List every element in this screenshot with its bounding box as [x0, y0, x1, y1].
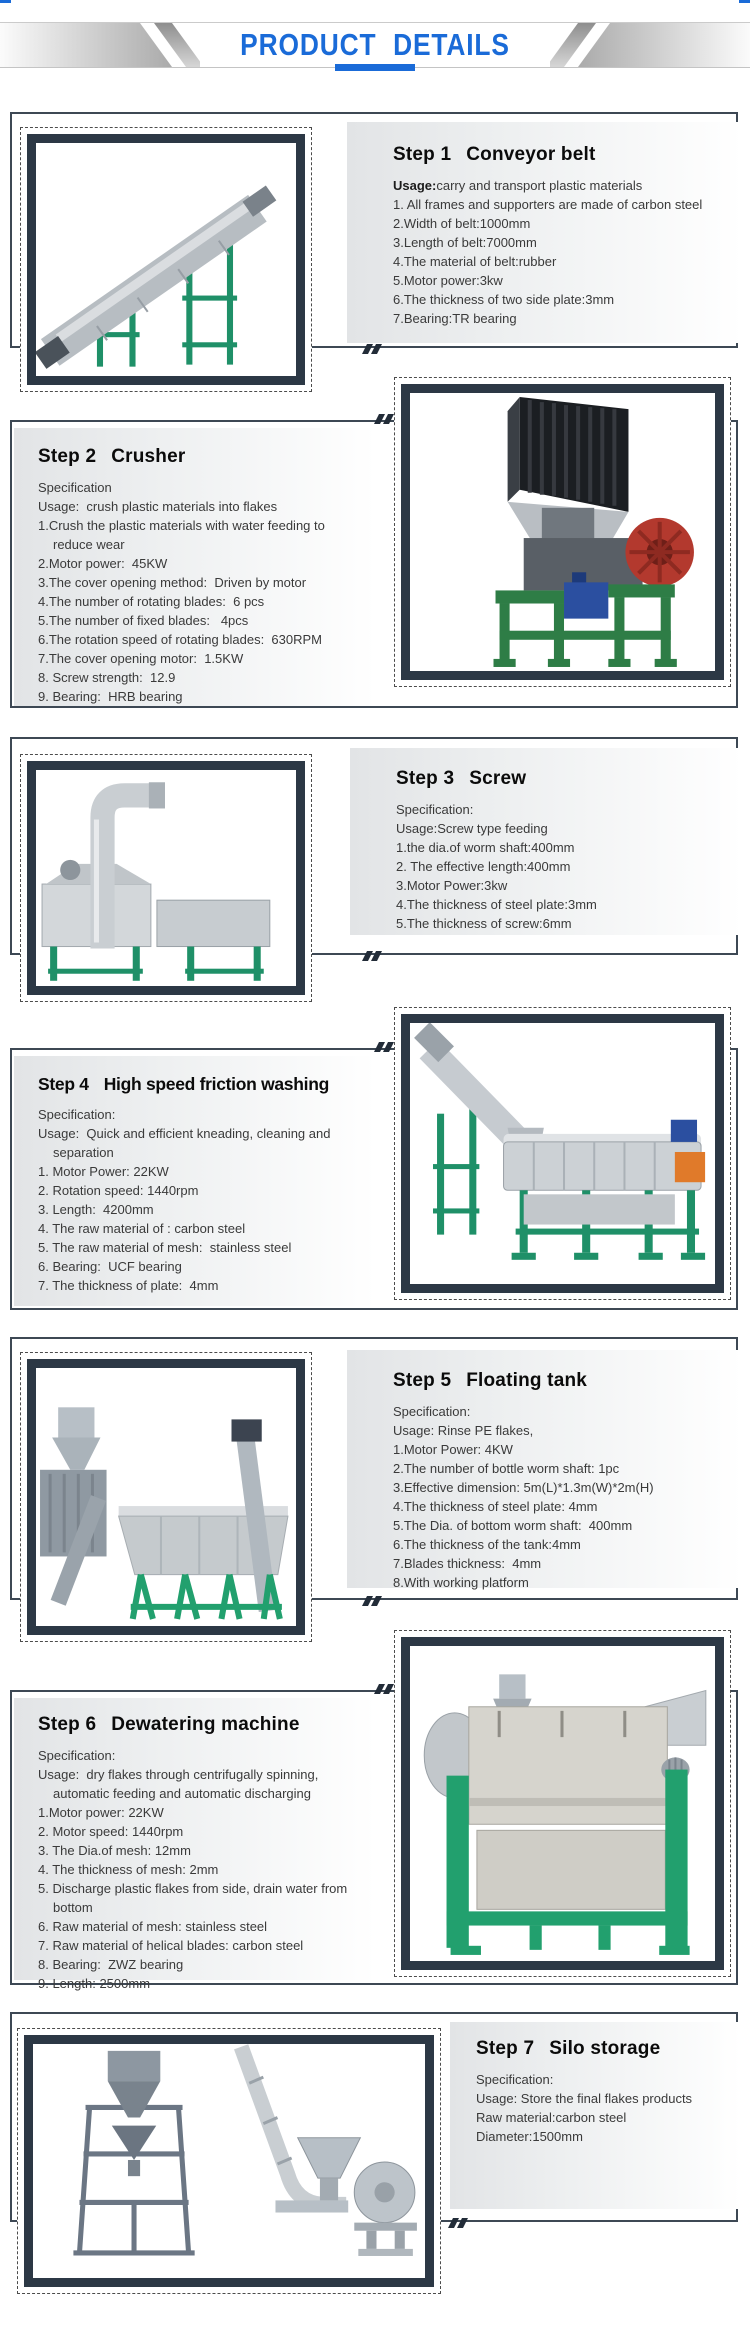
step-2-text-panel — [14, 428, 376, 706]
dewatering-machine-image — [410, 1646, 715, 1961]
step-6-heading: Step 6 Dewatering machine — [38, 1714, 300, 1735]
step-2-heading: Step 2 Crusher — [38, 446, 186, 467]
product-details-banner — [0, 22, 750, 68]
step-3-image-box — [20, 754, 312, 1002]
floating-tank-image — [36, 1368, 296, 1626]
spec-line: 3.The cover opening method: Driven by motor — [38, 575, 307, 590]
spec-line: 2.Motor power: 45KW — [38, 556, 168, 571]
spec-line: 1. Motor Power: 22KW — [38, 1164, 169, 1179]
step-2-image-box — [394, 377, 731, 687]
step-7-heading: Step 7 Silo storage — [476, 2038, 661, 2059]
spec-line: 6.The rotation speed of rotating blades: 630RPM — [38, 632, 323, 647]
spec-line: Usage:Screw type feeding — [396, 821, 548, 836]
step-6-image-box — [394, 1630, 731, 1977]
section-step-1 — [10, 112, 738, 348]
spec-line: Specification — [38, 480, 112, 495]
spec-list — [476, 2070, 731, 2146]
spec-line: Usage: Rinse PE flakes, — [393, 1423, 534, 1438]
photo-frame — [24, 2035, 434, 2287]
spec-line: Specification: — [38, 1748, 116, 1763]
slash-decoration-icon — [374, 1042, 398, 1052]
spec-line: 4. The thickness of mesh: 2mm — [38, 1862, 219, 1877]
slash-decoration-icon — [362, 344, 386, 354]
spec-line: 5. Discharge plastic flakes from side, drain water from bottom — [38, 1881, 351, 1915]
spec-line: 4.The thickness of steel plate: 4mm — [393, 1499, 598, 1514]
section-step-2 — [10, 420, 738, 708]
photo-frame — [27, 761, 305, 995]
spec-line: 6.The thickness of the tank:4mm — [393, 1537, 581, 1552]
step-5-heading: Step 5 Floating tank — [393, 1370, 588, 1391]
spec-line: 6. Bearing: UCF bearing — [38, 1259, 182, 1274]
spec-line: 1.Crush the plastic materials with water feeding to reduce wear — [38, 518, 329, 552]
step-6-text-panel — [14, 1698, 376, 1991]
spec-list — [38, 478, 366, 706]
photo-frame — [401, 1637, 724, 1970]
spec-line: 8.With working platform — [393, 1575, 529, 1590]
slash-decoration-icon — [374, 414, 398, 424]
spec-line: 7. Raw material of helical blades: carbon steel — [38, 1938, 304, 1953]
spec-line: Raw material:carbon steel — [476, 2110, 627, 2125]
spec-line: 2. The effective length:400mm — [396, 859, 571, 874]
spec-line: 5. The raw material of mesh: stainless steel — [38, 1240, 292, 1255]
spec-line-usage: Usage:carry and transport plastic materials — [393, 178, 643, 193]
step-4-heading: Step 4 High speed friction washing — [38, 1074, 329, 1094]
spec-line: 1.Motor Power: 4KW — [393, 1442, 513, 1457]
step-1-text-panel — [347, 122, 743, 343]
step-3-text-panel — [350, 748, 743, 935]
spec-line: 1.Motor power: 22KW — [38, 1805, 164, 1820]
page-title: PRODUCT DETAILS — [240, 27, 510, 62]
spec-line: 7. The thickness of plate: 4mm — [38, 1278, 219, 1293]
silo-storage-image — [33, 2044, 425, 2278]
conveyor-belt-image — [36, 143, 296, 376]
spec-line: 3.Length of belt:7000mm — [393, 235, 537, 250]
spec-line: 4.The thickness of steel plate:3mm — [396, 897, 597, 912]
spec-line: Usage: Store the final flakes products — [476, 2091, 693, 2106]
step-5-image-box — [20, 1352, 312, 1642]
slash-decoration-icon — [362, 951, 386, 961]
spec-line: 3. The Dia.of mesh: 12mm — [38, 1843, 191, 1858]
spec-line: 2.Width of belt:1000mm — [393, 216, 531, 231]
spec-list — [38, 1105, 366, 1295]
section-step-4 — [10, 1048, 738, 1310]
photo-frame — [401, 384, 724, 680]
friction-washer-image — [410, 1023, 715, 1284]
spec-line: 2. Motor speed: 1440rpm — [38, 1824, 184, 1839]
step-4-image-box — [394, 1007, 731, 1300]
spec-line: Usage: dry flakes through centrifugally spinning, automatic feeding and automatic discharging — [38, 1767, 323, 1801]
spec-line: 5.The number of fixed blades: 4pcs — [38, 613, 249, 628]
step-7-image-box — [17, 2028, 441, 2294]
spec-line: Specification: — [38, 1107, 116, 1122]
step-3-heading: Step 3 Screw — [396, 768, 527, 789]
spec-line: 9. Bearing: HRB bearing — [38, 689, 183, 704]
step-4-text-panel — [14, 1056, 376, 1306]
title-underline — [335, 64, 415, 71]
slash-decoration-icon — [448, 2218, 472, 2228]
spec-list — [393, 1402, 731, 1592]
spec-line: 5.The thickness of screw:6mm — [396, 916, 572, 931]
spec-line: 4.The material of belt:rubber — [393, 254, 557, 269]
spec-line: 8. Screw strength: 12.9 — [38, 670, 176, 685]
spec-line: Specification: — [393, 1404, 471, 1419]
section-step-7 — [10, 2012, 738, 2222]
spec-line: 3. Length: 4200mm — [38, 1202, 154, 1217]
spec-line: 4.The number of rotating blades: 6 pcs — [38, 594, 265, 609]
section-step-6 — [10, 1690, 738, 1991]
top-right-accent-bar — [739, 0, 750, 3]
spec-line: 6.The thickness of two side plate:3mm — [393, 292, 615, 307]
spec-line: 8. Bearing: ZWZ bearing — [38, 1957, 184, 1972]
step-1-heading: Step 1 Conveyor belt — [393, 144, 596, 165]
spec-line: 1.the dia.of worm shaft:400mm — [396, 840, 575, 855]
spec-line: 7.The cover opening motor: 1.5KW — [38, 651, 244, 666]
spec-line: 3.Effective dimension: 5m(L)*1.3m(W)*2m(H) — [393, 1480, 654, 1495]
spec-line: Specification: — [476, 2072, 554, 2087]
photo-frame — [401, 1014, 724, 1293]
spec-line: 9. Length: 2500mm — [38, 1976, 151, 1991]
spec-line: 1. All frames and supporters are made of carbon steel — [393, 197, 703, 212]
crusher-image — [410, 393, 715, 671]
spec-line: 5.The Dia. of bottom worm shaft: 400mm — [393, 1518, 633, 1533]
spec-line: 4. The raw material of : carbon steel — [38, 1221, 246, 1236]
spec-line: 2. Rotation speed: 1440rpm — [38, 1183, 199, 1198]
step-7-text-panel — [450, 2022, 741, 2209]
screw-feeder-image — [36, 770, 296, 986]
slash-decoration-icon — [362, 1596, 386, 1606]
spec-line: Usage: crush plastic materials into flakes — [38, 499, 278, 514]
photo-frame — [27, 134, 305, 385]
spec-line: 3.Motor Power:3kw — [396, 878, 508, 893]
spec-line: 6. Raw material of mesh: stainless steel — [38, 1919, 268, 1934]
photo-frame — [27, 1359, 305, 1635]
spec-line: 7.Bearing:TR bearing — [393, 311, 517, 326]
spec-line: Specification: — [396, 802, 474, 817]
spec-list — [393, 195, 731, 328]
spec-line: Diameter:1500mm — [476, 2129, 583, 2144]
spec-list — [396, 800, 733, 933]
section-step-5 — [10, 1337, 738, 1600]
step-5-text-panel — [347, 1350, 743, 1588]
step-1-image-box — [20, 127, 312, 392]
slash-decoration-icon — [374, 1684, 398, 1694]
spec-line: 2.The number of bottle worm shaft: 1pc — [393, 1461, 620, 1476]
spec-line: 7.Blades thickness: 4mm — [393, 1556, 542, 1571]
spec-list — [38, 1746, 366, 1993]
section-step-3 — [10, 737, 738, 955]
top-left-accent-bar — [0, 0, 11, 3]
spec-line: Usage: Quick and efficient kneading, cleaning and separation — [38, 1126, 335, 1160]
spec-line: 5.Motor power:3kw — [393, 273, 503, 288]
